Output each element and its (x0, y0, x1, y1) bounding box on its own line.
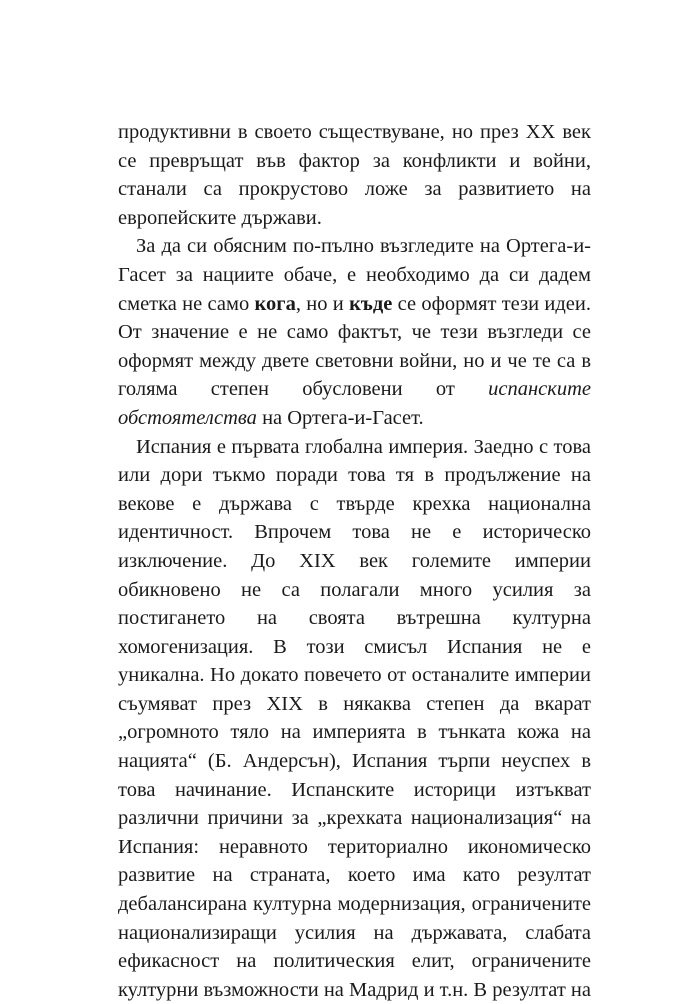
text-run: Испания е първата глобална империя. Заедно с това или дори тъкмо поради това тя в продължение на векове е държава с твърде крехка национална идентичност. Впрочем това не е историческо изключение. До ХIХ век големите империи обикновено не са полагали много усилия за постигането на своята вътрешна културна хомогенизация. В този смисъл Испания не е уникална. Но докато повечето от останалите империи съумяват през ХIХ в някаква степен да вкарат „огромното тяло на империята в тънката кожа на нацията“ (Б. Андерсън), Испания търпи неуспех в това начинание. Испанските историци изтъкват различни причини за „крехката национализация“ на Испания: неравното териториално икономическо развитие на страната, което има като резултат дебалансирана културна модернизация, ограничените национализиращи усилия на държавата, слабата ефикасност на политическия елит, ограничените културни възможности на Мадрид и т.н. В резултат на (118, 435, 592, 1001)
body-text (118, 118, 591, 1004)
emphasis-italic: испанските обстоятелства (118, 378, 591, 429)
text-run: продуктивни в своето съществуване, но през ХХ век се превръщат във фактор за конфликти и войни, станали са прокрустово ложе за развитието на европейските държави. (118, 121, 591, 229)
paragraph (118, 232, 591, 432)
text-run: на Ортега-и-Гасет. (256, 406, 424, 429)
text-run: се оформят тези идеи. От значение е не само фактът, че тези възгледи се оформят между двете световни войни, но и че те са в голяма степен обусловени от (118, 292, 591, 401)
paragraph (118, 118, 591, 232)
text-run: За да си обясним по-пълно възгледите на Ортега-и-Гасет за нациите обаче, е необходимо да си дадем сметка не само (118, 235, 591, 315)
paragraph (118, 433, 591, 1004)
emphasis-bold: къде (349, 292, 393, 315)
text-run: , но и (295, 292, 350, 315)
emphasis-bold: кога (254, 292, 296, 315)
